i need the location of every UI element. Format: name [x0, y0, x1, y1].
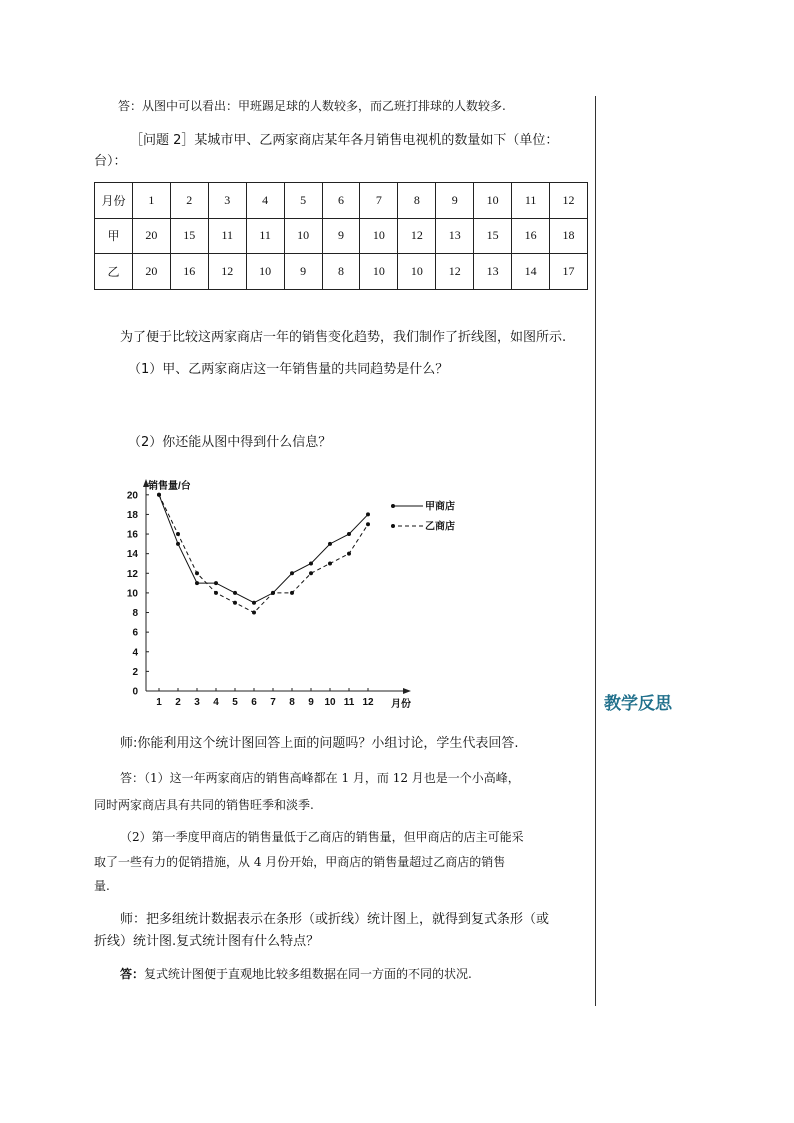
table-cell: 17 [550, 254, 588, 290]
table-cell: 13 [436, 218, 474, 254]
intro-text: 为了便于比较这两家商店一年的销售变化趋势，我们制作了折线图，如图所示. [120, 330, 567, 345]
table-cell: 11 [246, 218, 284, 254]
table-cell: 10 [284, 218, 322, 254]
table-cell: 10 [474, 183, 512, 219]
y-tick-label: 6 [132, 627, 138, 639]
data-point [290, 591, 294, 595]
legend-label: 乙商店 [425, 521, 455, 533]
x-tick-label: 3 [194, 697, 200, 708]
question-2-line1: ［问题 2］某城市甲、乙两家商店某年各月销售电视机的数量如下（单位： [130, 133, 559, 148]
x-tick-label: 11 [343, 697, 355, 708]
data-point [195, 581, 199, 585]
data-point [176, 532, 180, 536]
answer-3-line1: （2）第一季度甲商店的销售量低于乙商店的销售量，但甲商店的店主可能采 [120, 830, 524, 844]
x-tick-label: 9 [308, 697, 314, 708]
y-tick-label: 0 [132, 686, 138, 698]
x-tick-label: 2 [175, 697, 181, 708]
answer-3-line3: 量. [94, 879, 110, 893]
table-row [95, 254, 588, 290]
series-line-2 [159, 495, 368, 613]
y-tick-label: 12 [126, 568, 138, 580]
table-cell: 2 [170, 183, 208, 219]
answer-2-line1: 答：（1）这一年两家商店的销售高峰都在 1 月，而 12 月也是一个小高峰， [120, 771, 520, 785]
table-row [95, 218, 588, 254]
data-point [328, 561, 332, 565]
table-cell: 10 [246, 254, 284, 290]
question-sub-1: （1）甲、乙两家商店这一年销售量的共同趋势是什么？ [128, 362, 449, 377]
table-cell: 11 [208, 218, 246, 254]
y-tick-label: 8 [132, 608, 138, 620]
table-cell: 1 [132, 183, 170, 219]
data-point [252, 601, 256, 605]
legend-marker [391, 524, 395, 528]
table-cell: 20 [132, 254, 170, 290]
data-point [233, 601, 237, 605]
data-point [157, 493, 161, 497]
table-cell: 15 [170, 218, 208, 254]
data-point [195, 571, 199, 575]
table-cell: 13 [474, 254, 512, 290]
table-cell: 9 [322, 218, 360, 254]
table-cell: 15 [474, 218, 512, 254]
teaching-reflection-label: 教学反思 [604, 694, 672, 714]
table-cell: 14 [512, 254, 550, 290]
x-tick-label: 5 [232, 697, 238, 708]
teacher-question-1: 师:你能利用这个统计图回答上面的问题吗？小组讨论，学生代表回答. [120, 736, 519, 751]
y-tick-label: 2 [132, 666, 138, 678]
answer-4 [120, 964, 472, 985]
data-point [233, 591, 237, 595]
legend-label: 甲商店 [425, 501, 455, 513]
x-axis-arrow [403, 688, 411, 694]
y-tick-label: 4 [132, 647, 138, 659]
question-2-line2: 台）： [94, 154, 127, 169]
data-point [176, 542, 180, 546]
table-cell: 9 [436, 183, 474, 219]
x-axis-label: 月份 [391, 699, 411, 710]
table-header-row [95, 183, 588, 219]
table-cell: 10 [360, 218, 398, 254]
series-line-1 [159, 495, 368, 603]
answer-1: 答：从图中可以看出：甲班踢足球的人数较多，而乙班打排球的人数较多. [118, 99, 506, 113]
x-tick-label: 8 [289, 697, 295, 708]
sales-table [94, 182, 588, 290]
y-tick-label: 16 [126, 529, 138, 541]
y-tick-label: 10 [126, 588, 138, 600]
y-tick-label: 14 [126, 549, 138, 561]
row-label: 乙 [95, 254, 133, 290]
answer-3-line2: 取了一些有力的促销措施，从 4 月份开始，甲商店的销售量超过乙商店的销售 [94, 855, 506, 869]
answer-4-prefix: 答： [120, 967, 145, 981]
data-point [252, 611, 256, 615]
table-cell: 18 [550, 218, 588, 254]
table-cell: 10 [360, 254, 398, 290]
data-point [214, 591, 218, 595]
table-cell: 8 [398, 183, 436, 219]
question-sub-2: （2）你还能从图中得到什么信息？ [128, 435, 332, 450]
legend-marker [391, 504, 395, 508]
teacher-question-2-line1: 师：把多组统计数据表示在条形（或折线）统计图上，就得到复式条形（或 [120, 912, 550, 927]
data-point [366, 512, 370, 516]
x-tick-label: 12 [362, 697, 374, 708]
table-cell: 12 [208, 254, 246, 290]
row-label: 甲 [95, 218, 133, 254]
table-cell: 12 [398, 218, 436, 254]
x-tick-label: 6 [251, 697, 257, 708]
data-point [214, 581, 218, 585]
y-tick-label: 20 [126, 490, 138, 502]
table-cell: 4 [246, 183, 284, 219]
sales-line-chart [95, 473, 465, 713]
answer-2-line2: 同时两家商店具有共同的销售旺季和淡季. [94, 798, 314, 812]
table-cell: 16 [170, 254, 208, 290]
data-point [290, 571, 294, 575]
table-cell: 5 [284, 183, 322, 219]
answer-4-text: 复式统计图便于直观地比较多组数据在同一方面的不同的状况. [144, 967, 472, 981]
teacher-question-2-line2: 折线）统计图.复式统计图有什么特点？ [94, 934, 320, 949]
table-cell: 10 [398, 254, 436, 290]
data-point [328, 542, 332, 546]
table-cell: 16 [512, 218, 550, 254]
row-label: 月份 [95, 183, 133, 219]
data-point [309, 571, 313, 575]
table-cell: 11 [512, 183, 550, 219]
y-tick-label: 18 [126, 509, 138, 521]
x-tick-label: 4 [213, 697, 219, 708]
data-point [347, 552, 351, 556]
x-tick-label: 10 [324, 697, 336, 708]
column-divider [595, 96, 596, 1006]
table-cell: 3 [208, 183, 246, 219]
y-axis-label: 销售量/台 [148, 481, 191, 492]
data-point [309, 561, 313, 565]
x-tick-label: 7 [270, 697, 276, 708]
table-cell: 9 [284, 254, 322, 290]
table-cell: 12 [436, 254, 474, 290]
data-point [366, 522, 370, 526]
table-cell: 8 [322, 254, 360, 290]
table-cell: 7 [360, 183, 398, 219]
table-cell: 12 [550, 183, 588, 219]
table-cell: 20 [132, 218, 170, 254]
data-point [347, 532, 351, 536]
table-cell: 6 [322, 183, 360, 219]
data-point [271, 591, 275, 595]
x-tick-label: 1 [156, 697, 162, 708]
